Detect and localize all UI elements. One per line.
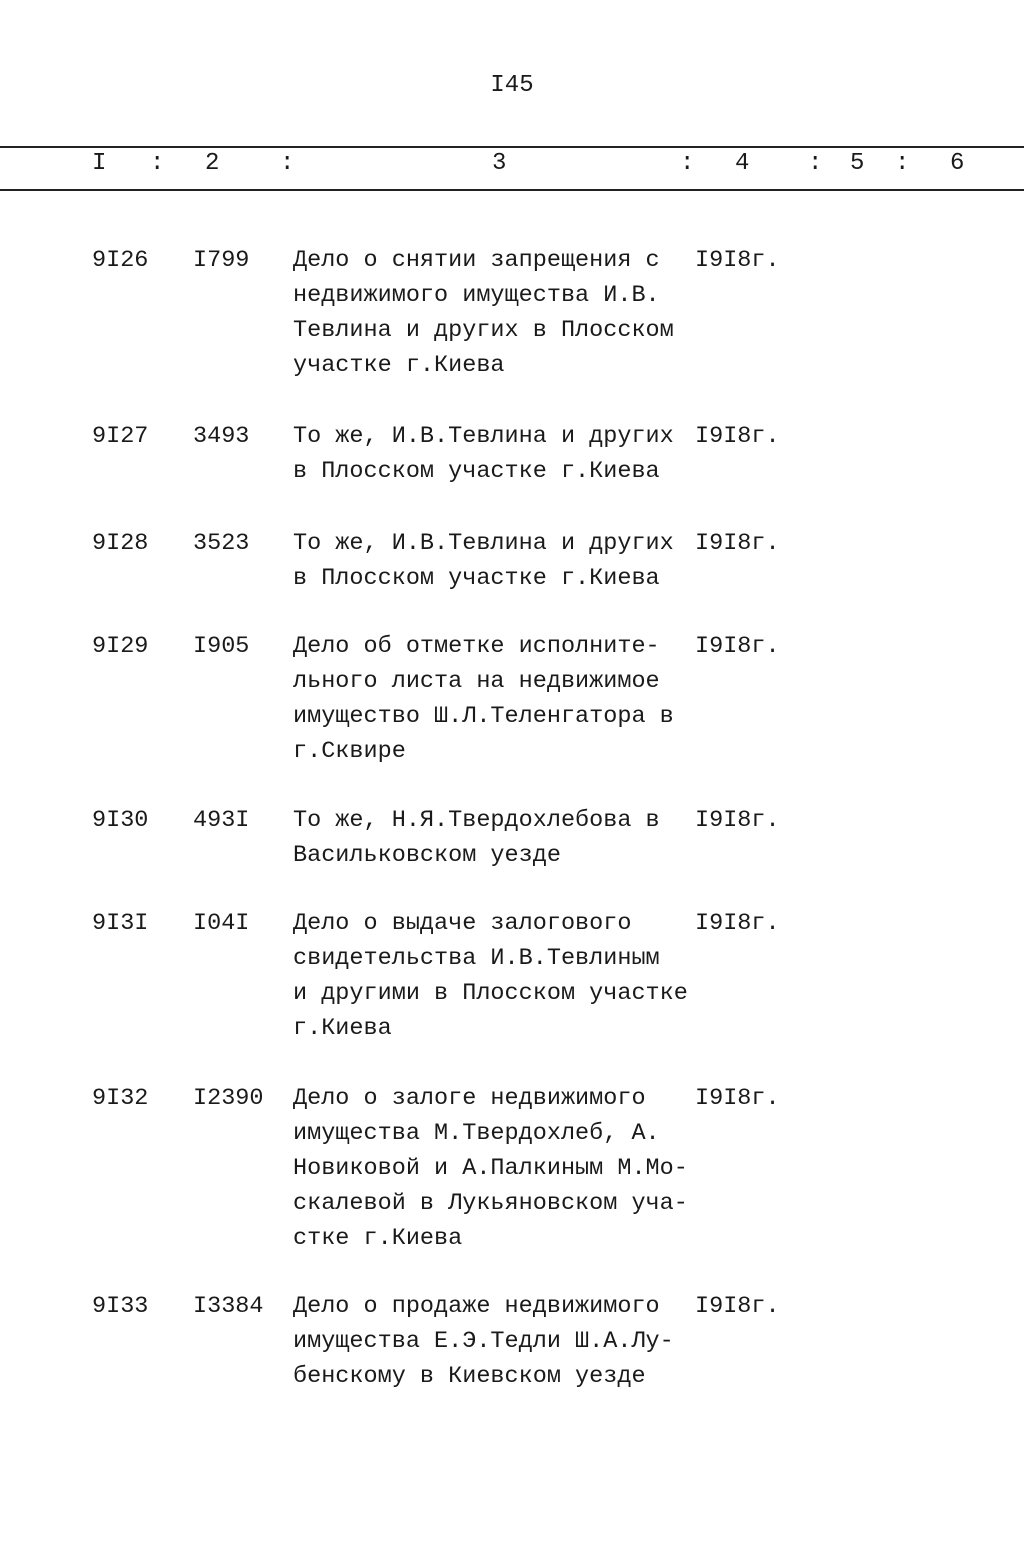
header-sep: : xyxy=(895,150,910,177)
header-top-rule xyxy=(0,146,1024,148)
case-number: I3384 xyxy=(193,1293,264,1320)
description-line: и другими в Плосском участке xyxy=(293,980,688,1007)
case-number: I799 xyxy=(193,247,250,274)
description-line: Дело о залоге недвижимого xyxy=(293,1085,646,1112)
year: I9I8г. xyxy=(695,910,780,937)
description-line: Дело об отметке исполните- xyxy=(293,633,660,660)
description-line: в Плосском участке г.Киева xyxy=(293,458,660,485)
description-line: скалевой в Лукьяновском уча- xyxy=(293,1190,688,1217)
description-line: Дело о продаже недвижимого xyxy=(293,1293,660,1320)
case-number: I2390 xyxy=(193,1085,264,1112)
description-line: свидетельства И.В.Тевлиным xyxy=(293,945,660,972)
header-bottom-rule xyxy=(0,189,1024,191)
description-line: Тевлина и других в Плосском xyxy=(293,317,674,344)
case-number: I905 xyxy=(193,633,250,660)
case-description xyxy=(293,629,674,769)
case-number: I04I xyxy=(193,910,250,937)
description-line: недвижимого имущества И.В. xyxy=(293,282,660,309)
description-line: г.Киева xyxy=(293,1015,392,1042)
year: I9I8г. xyxy=(695,1293,780,1320)
description-line: льного листа на недвижимое xyxy=(293,668,660,695)
case-description xyxy=(293,243,674,383)
description-line: имущества Е.Э.Тедли Ш.А.Лу- xyxy=(293,1328,674,1355)
header-col-6: 6 xyxy=(950,150,965,177)
header-col-1: I xyxy=(92,150,107,177)
description-line: То же, И.В.Тевлина и других xyxy=(293,423,674,450)
header-col-4: 4 xyxy=(735,150,750,177)
description-line: участке г.Киева xyxy=(293,352,505,379)
row-number: 9I28 xyxy=(92,530,149,557)
case-description xyxy=(293,419,674,489)
year: I9I8г. xyxy=(695,247,780,274)
case-description xyxy=(293,803,660,873)
description-line: в Плосском участке г.Киева xyxy=(293,565,660,592)
year: I9I8г. xyxy=(695,530,780,557)
row-number: 9I32 xyxy=(92,1085,149,1112)
header-col-3: 3 xyxy=(492,150,507,177)
description-line: То же, И.В.Тевлина и других xyxy=(293,530,674,557)
case-number: 3493 xyxy=(193,423,250,450)
description-line: Дело о снятии запрещения с xyxy=(293,247,660,274)
case-number: 3523 xyxy=(193,530,250,557)
case-description xyxy=(293,1289,674,1394)
description-line: имущества М.Твердохлеб, А. xyxy=(293,1120,660,1147)
case-description xyxy=(293,1081,688,1256)
description-line: стке г.Киева xyxy=(293,1225,463,1252)
description-line: г.Сквире xyxy=(293,738,406,765)
description-line: бенскому в Киевском уезде xyxy=(293,1363,646,1390)
year: I9I8г. xyxy=(695,807,780,834)
description-line: имущество Ш.Л.Теленгатора в xyxy=(293,703,674,730)
row-number: 9I33 xyxy=(92,1293,149,1320)
header-sep: : xyxy=(680,150,695,177)
year: I9I8г. xyxy=(695,633,780,660)
year: I9I8г. xyxy=(695,1085,780,1112)
description-line: Дело о выдаче залогового xyxy=(293,910,632,937)
row-number: 9I29 xyxy=(92,633,149,660)
description-line: Новиковой и А.Палкиным М.Мо- xyxy=(293,1155,688,1182)
year: I9I8г. xyxy=(695,423,780,450)
header-sep: : xyxy=(280,150,295,177)
header-col-2: 2 xyxy=(205,150,220,177)
row-number: 9I3I xyxy=(92,910,149,937)
description-line: Васильковском уезде xyxy=(293,842,561,869)
description-line: То же, Н.Я.Твердохлебова в xyxy=(293,807,660,834)
case-description xyxy=(293,526,674,596)
header-sep: : xyxy=(150,150,165,177)
row-number: 9I27 xyxy=(92,423,149,450)
header-sep: : xyxy=(808,150,823,177)
case-description xyxy=(293,906,688,1046)
row-number: 9I26 xyxy=(92,247,149,274)
case-number: 493I xyxy=(193,807,250,834)
page-number: I45 xyxy=(490,72,534,99)
header-col-5: 5 xyxy=(850,150,865,177)
row-number: 9I30 xyxy=(92,807,149,834)
